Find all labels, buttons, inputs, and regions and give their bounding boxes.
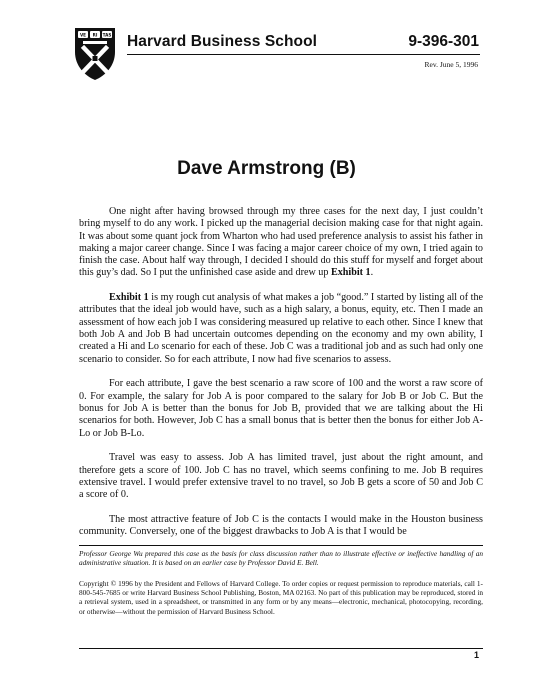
paragraph-text: is my rough cut analysis of what makes a job “good.” I started by listing all of the attributes that the ideal job would have, such as a high salary, a bonus, equity, etc. Then I made an assessment of how each job I was considering measured up relative to each other. Since I knew that both Job A and Job B had uncertain outcomes depending on the economy and my own ability, I created a Hi and Lo scenario for each of these. Job C was a traditional job and as such had only one scenario to consider. So for each attribute, I now had five scenarios to assess. (79, 292, 483, 365)
case-footnote: Professor George Wu prepared this case as the basis for class discussion rather than to illustrate effective or ineffective handling of an administrative situation. It is based on an earlier case by Professor David E. Bell. (79, 549, 483, 568)
body-paragraph (79, 206, 483, 280)
svg-text:TAS: TAS (102, 32, 112, 38)
body-text (79, 206, 483, 538)
body-paragraph (79, 452, 483, 501)
paragraph-text: One night after having browsed through my three cases for the next day, I just couldn’t bring myself to do any work. I picked up the managerial decision making case for that night again. It was about some quant jock from Wharton who had used preference analysis to assist his father in making a major career change. Since I was facing a major career choice of my own, I tried again to finish the case. About half way through, I decided I should do this stuff for myself and forget about this guy’s dad. So I put the unfinished case aside and drew up (79, 206, 483, 279)
header-rule (127, 54, 480, 55)
body-paragraph (79, 292, 483, 366)
document-title: Dave Armstrong (B) (177, 158, 356, 179)
body-paragraph (79, 514, 483, 539)
case-number: 9-396-301 (408, 33, 479, 50)
paragraph-text: Travel was easy to assess. Job A has limited travel, just about the right amount, and therefore gets a score of 100. Job C has no travel, which seems confining to me. Job B requires extensive travel. I would prefer extensive travel to no travel, so Job B gets a score of 50 and Job C a score of 0. (79, 452, 483, 501)
exhibit-reference: Exhibit 1 (109, 292, 149, 304)
svg-text:RI: RI (92, 32, 98, 38)
school-name: Harvard Business School (127, 33, 318, 50)
page-number: 1 (473, 650, 479, 660)
page-number-rule (79, 648, 483, 649)
body-paragraph (79, 378, 483, 439)
paragraph-text: The most attractive feature of Job C is the contacts I would make in the Houston business community. Conversely, one of the biggest drawbacks to Job A is that I would be (79, 513, 483, 538)
footnote-rule (79, 545, 483, 546)
svg-text:VE: VE (79, 32, 87, 38)
paragraph-text: For each attribute, I gave the best scenario a raw score of 100 and the worst a raw score of 0. For example, the salary for Job A is poor compared to the salary for Job B or Job C. But the bonus for Job A is better than the bonus for Job B, provided that we are talking about the Hi scenarios for both. However, Job C has a small bonus that is better then the bonus for either Job A-Lo or Job B-Lo. (79, 378, 483, 439)
paragraph-text: . (370, 267, 374, 279)
exhibit-reference: Exhibit 1 (330, 267, 371, 279)
copyright-notice: Copyright © 1996 by the President and Fellows of Harvard College. To order copies or request permission to reproduce materials, call 1-800-545-7685 or write Harvard Business School Publishing, Boston, MA 02163. No part of this publication may be reproduced, stored in a retrieval system, used in a spreadsheet, or transmitted in any form or by any means—electronic, mechanical, photocopying, recording, or otherwise—without the permission of Harvard Business School. (79, 579, 483, 616)
harvard-shield-icon (73, 26, 117, 82)
revision-date: Rev. June 5, 1996 (424, 60, 478, 69)
